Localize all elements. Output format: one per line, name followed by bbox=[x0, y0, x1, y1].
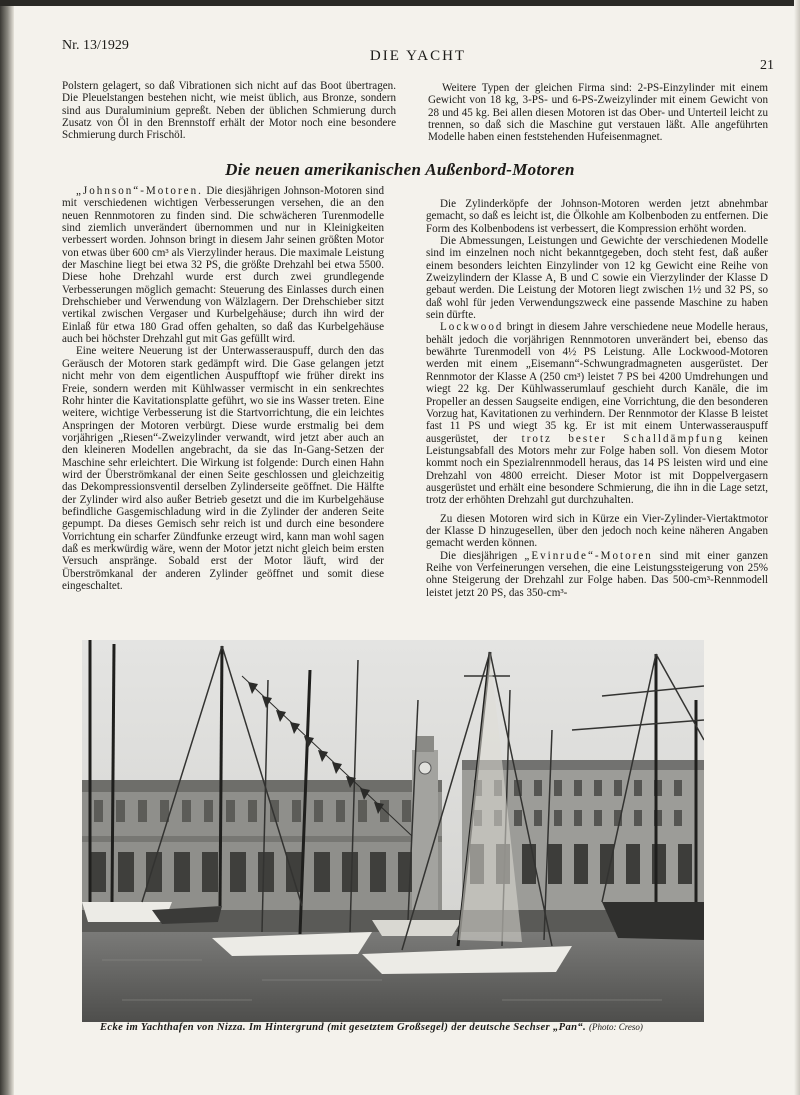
paragraph-text: sind mit einer ganzen Reihe von Verfeinerungen versehen, die eine Leistungssteigerung von 25% ohne Steigerung der Drehzahl zur Folge haben. Das 500-cm³-Rennmodell leistet jetzt 20 PS, das 350-cm³- bbox=[426, 549, 768, 599]
paragraph: Eine weitere Neuerung ist der Unterwasserauspuff, durch den das Geräusch der Motoren stark gedämpft wird. Die Gase gelangen jetzt nicht mehr von dem eigentlichen Auspufftopf wie früher direkt ins Freie, sondern werden mit Kühlwasser vermischt in ein senkrechtes Rohr hinter die Kavitationsplatte geführt, wo sie ins Wasser treten. Eine weitere, wichtige Verbesserung ist die Startvorrichtung, die ein leichtes Anspringen der Motoren verbürgt. Diese wurde erstmalig bei dem vorjährigen „Riesen“-Zweizylinder verwandt, wird jetzt aber auch an den kleineren Modellen angebracht, da sie das In-Gang-Setzen der Maschine sehr erleichtert. Die Wirkung ist folgende: Durch einen Hahn wird der Überströmkanal der einen Seite geschlossen und gleichzeitig das Dekompressionsventil derselben Zylinderseite geöffnet. Die Hälfte der Zylinder wird also außer Betrieb gesetzt und die im Kurbelgehäuse befindliche Gasgemischladung wird in die Zylinder der anderen Seite gepumpt. Da dieses Gemisch sehr reich ist und durch eine besondere Vorrichtung ein scharfer Zündfunke erzeugt wird, kann man wohl sagen daß es merkwürdig wäre, wenn der Motor jetzt nicht gleich beim ersten Versuch anspränge. Sobald erst der Motor läuft, wird der Überströmkanal der anderen Zylinder geöffnet und somit diese eingeschaltet. bbox=[62, 345, 384, 592]
harbour-photo bbox=[82, 640, 704, 1022]
paragraph-lockwood bbox=[426, 321, 768, 506]
photo-credit: (Photo: Creso) bbox=[589, 1022, 643, 1032]
continued-paragraph: Polstern gelagert, so daß Vibrationen sich nicht auf das Boot übertragen. Die Pleuelstangen bestehen nicht, wie meist üblich, aus Bronze, sondern sind aus Duraluminium gepreßt. Neben der üblichen Schmierung durch Zusatz von Öl in den Brennstoff erhält der Motor noch eine besondere Schmierung durch Frischöl. bbox=[62, 80, 396, 142]
paragraph-johnson bbox=[62, 185, 384, 345]
book-binding-shadow bbox=[0, 0, 14, 1095]
lead-johnson: „Johnson“-Motoren. bbox=[76, 185, 203, 197]
page-top-edge bbox=[0, 0, 800, 6]
left-column bbox=[62, 185, 384, 592]
top-left-column bbox=[62, 80, 396, 142]
paragraph: Die Abmessungen, Leistungen und Gewichte der verschiedenen Modelle sind im einzelnen noch nicht bekanntgegeben, doch steht fest, daß außer einem besonders leichten Einzylinder von 12 kg Gewicht eine Reihe von Zweizylindern der Klasse A, B und C sowie ein Vierzylinder der Klasse D gebaut werden. Die Leistung der Motoren liegt zwischen 1½ und 32 PS, so daß wohl für jeden Verwendungszweck eine passende Maschine zu haben sein dürfte. bbox=[426, 235, 768, 322]
paragraph-evinrude bbox=[426, 550, 768, 599]
paragraph: Weitere Typen der gleichen Firma sind: 2-PS-Einzylinder mit einem Gewicht von 18 kg, 3-PS- und 6-PS-Zweizylinder mit einem Gewicht von 28 und 45 kg. Bei allen diesen Motoren ist das Ober- und Unterteil leicht zu trennen, so daß sich die Maschine gut verstauen läßt. Alle angeführten Modelle haben einen feststehenden Hufeisenmagnet. bbox=[428, 82, 768, 144]
paragraph-text: Die diesjährigen bbox=[440, 549, 525, 562]
issue-number: Nr. 13/1929 bbox=[62, 38, 129, 53]
lead-evinrude: „Evinrude“-Motoren bbox=[524, 549, 653, 562]
paragraph: Zu diesen Motoren wird sich in Kürze ein Vier-Zylinder-Viertaktmotor der Klasse D hinzugesellen, über den jedoch noch keine näheren Angaben gemacht werden können. bbox=[426, 512, 768, 550]
clock-tower bbox=[412, 736, 438, 920]
paragraph: Die Zylinderköpfe der Johnson-Motoren werden jetzt abnehmbar gemacht, so daß es leicht ist, die Ölkohle am Kolbenboden zu entfernen. Die Form des Kolbenbodens ist verbessert, die Kompression erhöht worden. bbox=[426, 198, 768, 235]
paragraph-text: keinen Leistungsabfall des Motors mehr zur Folge haben soll. Von diesem Motor kommt noch ein Spezialrennmodell heraus, das 14 PS leisten wird und eine Drehzahl von 4800 erreicht. Dieser Motor ist mit Doppelvergasern ausgerüstet und erhält eine besondere Schmierung, die ihn in die Lage setzt, trotz der erhöhten Drehzahl gut durchzuhalten. bbox=[426, 432, 768, 507]
lead-lockwood: Lockwood bbox=[440, 321, 504, 334]
harbour-building-left bbox=[82, 780, 442, 920]
page-right-edge bbox=[794, 0, 800, 1095]
photo-caption bbox=[100, 1022, 700, 1033]
paragraph-text: bringt in diesem Jahre verschiedene neue Modelle heraus, behält jedoch die vorjährigen Rennmotoren unverändert bei, ebenso das bewährte Turenmodell von 4½ PS Leistung. Alle Lockwood-Motoren werden mit einem „Eisemann“-Schwungradmagneten ausgerüstet. Der Rennmotor der Klasse A (250 cm³) leistet 7 PS bei 4200 Umdrehungen und wiegt 22 kg. Der Kühlwasserumlauf geschieht durch Kanäle, die im Propeller an dessen Saugseite endigen, eine Vorrichtung, die den besonderen Vorzug hat, Kavitationen zu verhindern. Der Rennmotor der Klasse B leistet fast 11 PS und wiegt 35 kg. Er ist mit einem Unterwasserauspuff ausgerüstet, der bbox=[426, 321, 768, 445]
journal-title: DIE YACHT bbox=[369, 48, 467, 64]
top-right-column bbox=[428, 82, 768, 144]
article-title: Die neuen amerikanischen Außenbord-Motoren bbox=[225, 160, 575, 179]
page-header bbox=[62, 38, 774, 78]
right-column bbox=[426, 198, 768, 599]
paragraph-text: Die diesjährigen Johnson-Motoren sind mit verschiedenen wichtigen Verbesserungen versehen, die an den neuen Rennmotoren zu finden sind. Die schwächeren Turenmodelle sind ziemlich unverändert übernommen und nur in Kleinigkeiten verbessert worden. Johnson bringt in diesem Jahr seinen größten Motor von etwas über 600 cm³ als Vierzylinder heraus. Die maximale Leistung der Maschine liegt bei etwa 32 PS, die größte Drehzahl bei etwa 5500. Diese hohe Drehzahl wurde erst durch zwei grundlegende Verbesserungen möglich gemacht: Steuerung des Einlasses durch einen Drehschieber und Verwendung von Wälzlagern. Der Drehschieber sitzt vertikal zwischen Vergaser und Kurbelgehäuse; durch ihn wird der Einlaß für etwa 180 Grad offen gehalten, so daß das Kurbelgehäuse auch bei höchster Drehzahl gut mit Gas gefüllt wird. bbox=[62, 185, 384, 346]
caption-text: Ecke im Yachthafen von Nizza. Im Hintergrund (mit gesetztem Großsegel) der deutsche Sechser „Pan“. bbox=[100, 1022, 587, 1033]
page-number: 21 bbox=[760, 58, 774, 73]
water bbox=[82, 932, 704, 1022]
spaced-emphasis: trotz bester Schalldämpfung bbox=[521, 432, 724, 445]
